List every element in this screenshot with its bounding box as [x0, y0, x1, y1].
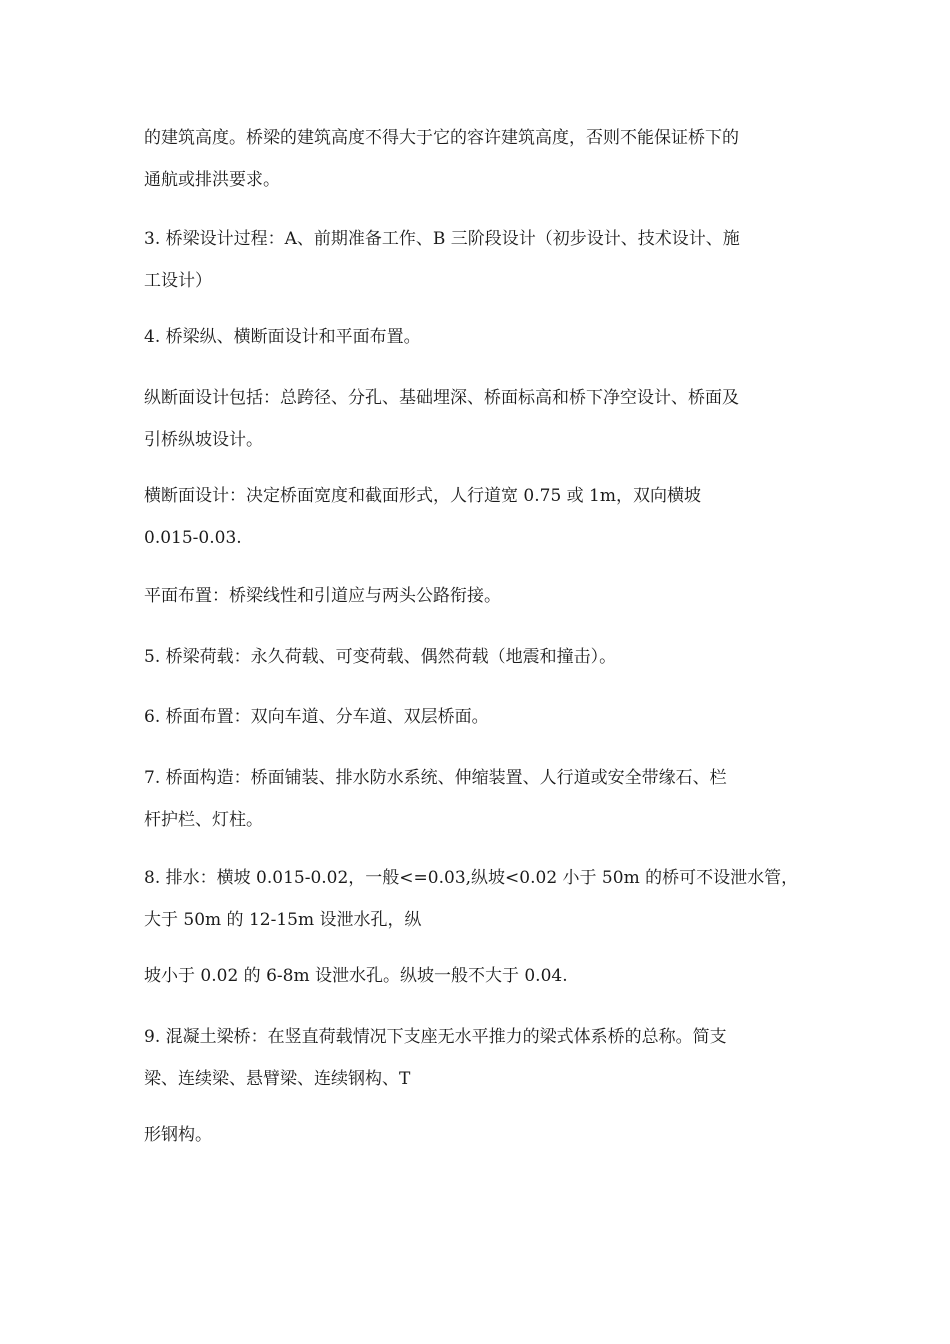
paragraph-building-height: [144, 117, 824, 201]
paragraph-cross-section-design: [144, 475, 824, 559]
paragraph-longitudinal-design: [144, 377, 824, 461]
text-line: 的建筑高度。桥梁的建筑高度不得大于它的容许建筑高度，否则不能保证桥下的: [144, 128, 739, 148]
paragraph-section-design: [144, 316, 824, 358]
paragraph-concrete-beam-bridge: [144, 1016, 824, 1100]
text-line: 4. 桥梁纵、横断面设计和平面布置。: [144, 327, 421, 347]
text-line: 纵断面设计包括：总跨径、分孔、基础埋深、桥面标高和桥下净空设计、桥面及: [144, 388, 739, 408]
text-line: 引桥纵坡设计。: [144, 430, 263, 450]
text-line: 0.015-0.03.: [144, 528, 242, 548]
paragraph-deck-layout: [144, 696, 824, 738]
text-line: 形钢构。: [144, 1125, 212, 1145]
text-line: 坡小于 0.02 的 6-8m 设泄水孔。纵坡一般不大于 0.04.: [144, 966, 568, 986]
paragraph-t-rigid-frame: [144, 1114, 824, 1156]
paragraph-drainage-continued: [144, 955, 824, 997]
text-line: 平面布置：桥梁线性和引道应与两头公路衔接。: [144, 586, 501, 606]
paragraph-bridge-loads: [144, 636, 824, 678]
text-line: 3. 桥梁设计过程：A、前期准备工作、B 三阶段设计（初步设计、技术设计、施: [144, 229, 740, 249]
paragraph-plan-layout: [144, 575, 824, 617]
paragraph-drainage: [144, 857, 824, 941]
text-line: 6. 桥面布置：双向车道、分车道、双层桥面。: [144, 707, 489, 727]
text-line: 9. 混凝土梁桥：在竖直荷载情况下支座无水平推力的梁式体系桥的总称。简支: [144, 1027, 727, 1047]
text-line: 梁、连续梁、悬臂梁、连续钢构、T: [144, 1069, 411, 1089]
paragraph-design-process: [144, 218, 824, 302]
text-line: 工设计）: [144, 271, 212, 291]
text-line: 通航或排洪要求。: [144, 170, 280, 190]
text-line: 8. 排水：横坡 0.015-0.02，一般<=0.03,纵坡<0.02 小于 50m 的桥可不设泄水管，: [144, 868, 799, 888]
text-line: 杆护栏、灯柱。: [144, 810, 263, 830]
text-line: 5. 桥梁荷载：永久荷载、可变荷载、偶然荷载（地震和撞击）。: [144, 647, 617, 667]
text-line: 大于 50m 的 12-15m 设泄水孔，纵: [144, 910, 422, 930]
text-line: 7. 桥面构造：桥面铺装、排水防水系统、伸缩装置、人行道或安全带缘石、栏: [144, 768, 727, 788]
text-line: 横断面设计：决定桥面宽度和截面形式，人行道宽 0.75 或 1m，双向横坡: [144, 486, 701, 506]
paragraph-deck-structure: [144, 757, 824, 841]
